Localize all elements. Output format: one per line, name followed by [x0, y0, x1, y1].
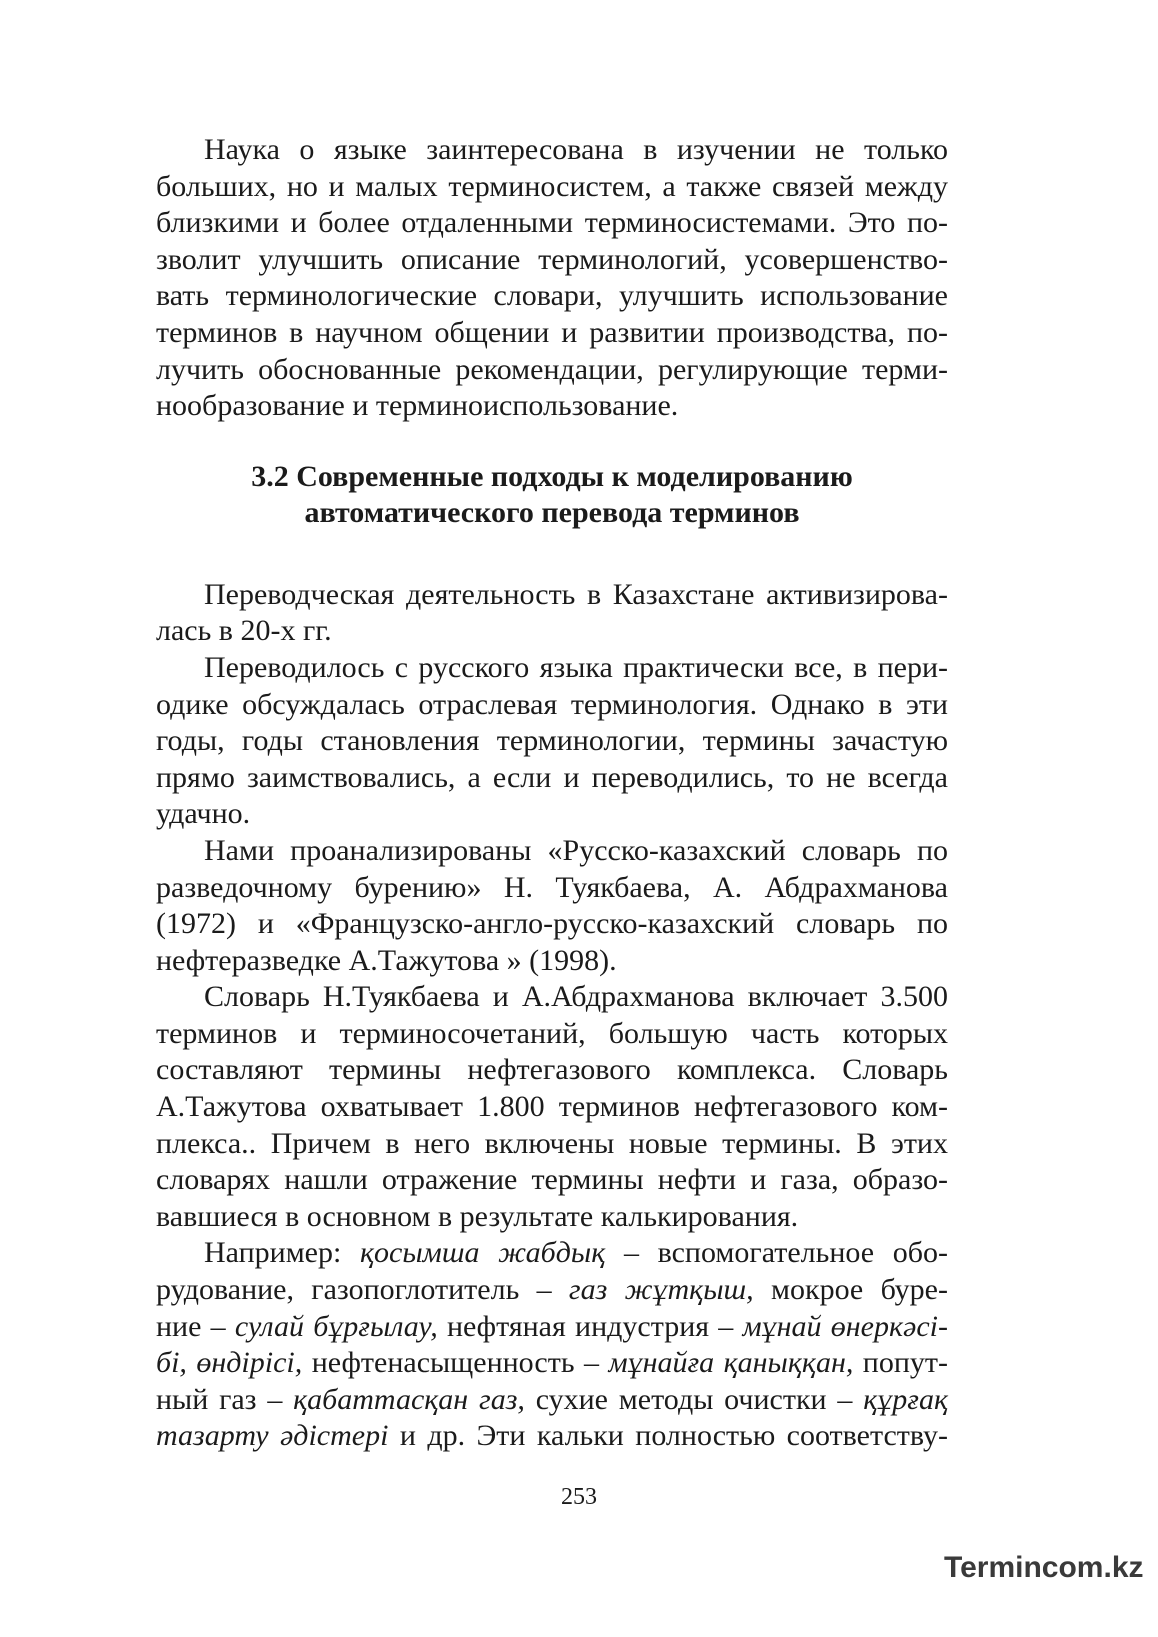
text-line: [156, 1345, 948, 1382]
text-line: лучить обоснованные рекомендации, регулирующие терми-: [156, 352, 948, 386]
text-line: годы, годы становления терминологии, термины зачастую: [156, 724, 948, 758]
paragraph-5: [156, 979, 948, 1235]
text-line: разведочному бурению» Н. Туякбаева, А. Абдрахманова: [156, 870, 948, 904]
paragraph-6: [156, 1235, 948, 1455]
kazakh-term: газ жұтқыш,: [568, 1273, 754, 1307]
text-line: [156, 1418, 948, 1455]
text-line: словарях нашли отражение термины нефти и газа, образо-: [156, 1163, 948, 1197]
kazakh-term: қосымша жабдық: [360, 1236, 606, 1270]
text-line: зволит улучшить описание терминологий, усовершенство-: [156, 242, 948, 276]
kazakh-term: қабаттасқан газ,: [293, 1382, 525, 1416]
text-run: рудование, газопоглотитель –: [156, 1273, 569, 1307]
text-run: – вспомогательное обо-: [605, 1236, 948, 1270]
text-run: ние –: [156, 1309, 235, 1343]
text-run: нефтяная индустрия –: [437, 1309, 743, 1343]
text-line: [156, 1309, 948, 1346]
text-line: [156, 1235, 948, 1272]
page-number: 253: [561, 1484, 597, 1510]
text-run: попут-: [853, 1346, 948, 1380]
text-line: удачно.: [156, 797, 251, 831]
text-line: составляют термины нефтегазового комплекса. Словарь: [156, 1053, 948, 1087]
paragraph-2: [156, 577, 948, 650]
text-line: нообразование и терминоиспользование.: [156, 389, 679, 423]
text-run: сухие методы очистки –: [524, 1382, 864, 1416]
kazakh-term: мұнай өнеркәсі-: [742, 1309, 948, 1343]
text-line: лась в 20-х гг.: [156, 614, 332, 648]
kazakh-term: тазарту әдістері: [156, 1419, 389, 1453]
section-heading-line: автоматического перевода терминов: [304, 495, 800, 529]
section-heading-line: 3.2 Современные подходы к моделированию: [251, 459, 853, 493]
logo-text: Termincom.kz: [944, 1551, 1144, 1584]
text-line: Словарь Н.Туякбаева и А.Абдрахманова включает 3.500: [204, 980, 948, 1014]
text-line: вавшиеся в основном в результате калькирования.: [156, 1199, 799, 1233]
kazakh-term: сулай бұрғылау,: [234, 1309, 438, 1343]
page-body: [156, 132, 948, 1455]
text-line: Переводческая деятельность в Казахстане активизирова-: [204, 577, 948, 611]
text-line: (1972) и «Французско-англо-русско-казахский словарь по: [156, 907, 948, 941]
kazakh-term: мұнайға қаныққан,: [608, 1346, 854, 1380]
text-run: и др. Эти кальки полностью соответству-: [388, 1419, 949, 1453]
text-line: прямо заимствовались, а если и переводились, то не всегда: [156, 760, 948, 794]
termincom-logo: [944, 1546, 1150, 1590]
text-run: ный газ –: [156, 1382, 294, 1416]
text-line: нефтеразведке А.Тажутова » (1998).: [156, 943, 617, 977]
text-line: Нами проанализированы «Русско-казахский словарь по: [204, 833, 948, 867]
text-line: Переводилось с русского языка практически все, в пери-: [204, 650, 948, 684]
text-run: мокрое буре-: [753, 1273, 948, 1307]
paragraph-1: [156, 132, 948, 425]
text-line: больших, но и малых терминосистем, а также связей между: [156, 169, 948, 203]
text-line: А.Тажутова охватывает 1.800 терминов нефтегазового ком-: [156, 1090, 948, 1124]
kazakh-term: бі, өндірісі,: [156, 1346, 303, 1380]
text-run: нефтенасыщенность –: [302, 1346, 609, 1380]
text-line: терминов и терминосочетаний, большую часть которых: [156, 1016, 948, 1050]
text-line: [156, 1382, 948, 1419]
text-line: вать терминологические словари, улучшить использование: [156, 279, 948, 313]
text-line: плекса.. Причем в него включены новые термины. В этих: [156, 1126, 948, 1160]
text-line: [156, 1272, 948, 1309]
text-run: Например:: [204, 1236, 361, 1270]
section-heading: [156, 459, 948, 531]
kazakh-term: құрғақ: [863, 1382, 948, 1416]
paragraph-4: [156, 833, 948, 979]
text-line: терминов в научном общении и развитии производства, по-: [156, 315, 948, 349]
paragraph-3: [156, 650, 948, 833]
text-line: Наука о языке заинтересована в изучении не только: [204, 133, 948, 166]
text-line: близкими и более отдаленными терминосистемами. Это по-: [156, 206, 948, 240]
text-line: одике обсуждалась отраслевая терминология. Однако в эти: [156, 687, 948, 721]
